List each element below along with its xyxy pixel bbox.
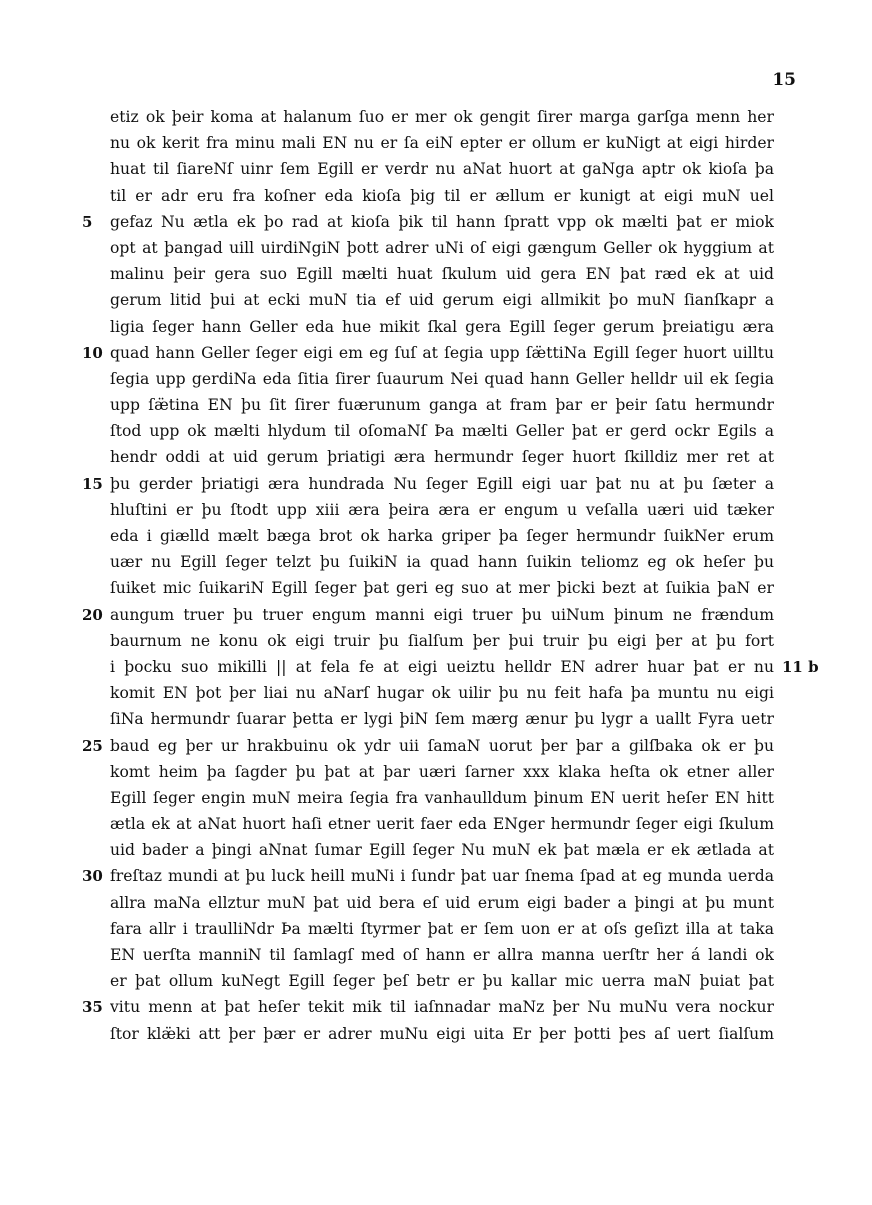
line-text: malinu þeir gera suo Egill mælti huat ſkulum uid gera EN þat ræd ek at uid [110, 265, 774, 284]
text-line [0, 235, 872, 261]
text-line [0, 916, 872, 942]
line-text: upp ſæ̈tina EN þu ſit ſirer fuærunum ganga at fram þar er þeir ſatu hermundr [110, 396, 774, 415]
line-text: uær nu Egill ſeger telzt þu ſuikiN ia quad hann ſuikin teliomz eg ok heſer þu [110, 553, 774, 572]
line-text: þu gerder þriatigi æra hundrada Nu ſeger Egill eigi uar þat nu at þu ſæter a [110, 474, 774, 493]
line-text: etiz ok þeir koma at halanum ſuo er mer ok gengit ſirer marga garſga menn her [110, 108, 774, 126]
line-text: EN uerſta manniN til ſamlagſ med oſ hann er allra manna uerſtr her á landi ok [110, 946, 774, 964]
line-number: 20 [82, 605, 103, 624]
text-line [0, 314, 872, 340]
line-text: til er adr eru fra koſner eda kioſa þig til er ællum er kunigt at eigi muN uel [110, 186, 774, 205]
text-line [0, 183, 872, 209]
line-text: ſtor klæ̈ki att þer þær er adrer muNu eigi uita Er þer þotti þes aſ uert ſialſum [110, 1024, 774, 1043]
line-number: 30 [82, 867, 103, 886]
line-text: opt at þangad uill uirdiNgiN þott adrer uNi oſ eigi gængum Geller ok hyggium at [110, 238, 774, 257]
line-text: freſtaz mundi at þu luck heill muNi i ſundr þat uar ſnema ſpad at eg munda uerda [110, 867, 774, 886]
line-text: ſegia upp gerdiNa eda ſitia ſirer ſuaurum Nei quad hann Geller helldr uil ek ſegia [110, 369, 774, 388]
text-line [0, 785, 872, 811]
text-line [0, 392, 872, 418]
text-line [0, 418, 872, 444]
text-line [0, 104, 872, 130]
line-text: baud eg þer ur hrakbuinu ok ydr uii ſamaN uorut þer þar a gilſbaka ok er þu [110, 736, 774, 755]
text-line [0, 942, 872, 968]
line-number: 10 [82, 343, 103, 362]
line-text: i þocku suo mikilli || at fela fe at eigi ueiztu helldr EN adrer huar þat er nu [110, 657, 774, 676]
text-line [0, 733, 872, 759]
text-line [0, 523, 872, 549]
text-line [0, 549, 872, 575]
line-text: gefaz Nu ætla ek þo rad at kioſa þik til hann ſpratt vpp ok mælti þat er miok [110, 212, 774, 231]
line-text: vitu menn at þat heſer tekit mik til iaſnnadar maNz þer Nu muNu vera nockur [110, 998, 774, 1017]
text-line [0, 130, 872, 156]
line-text: ligia ſeger hann Geller eda hue mikit ſkal gera Egill ſeger gerum þreiatigu æra [110, 317, 774, 336]
text-line [0, 759, 872, 785]
line-text: hendr oddi at uid gerum þriatigi æra hermundr ſeger huort ſkilldiz mer ret at [110, 448, 774, 467]
line-number: 35 [82, 998, 103, 1017]
margin-folio-note: 11 b [782, 657, 819, 676]
line-text: fara allr i traulliNdr Þa mælti ſtyrmer þat er ſem uon er at oſs geſizt illa at taka [110, 919, 774, 938]
line-number: 5 [82, 212, 93, 231]
text-line [0, 209, 872, 235]
text-line [0, 497, 872, 523]
line-number: 15 [82, 474, 103, 493]
line-text: er þat ollum kuNegt Egill ſeger þeſ betr er þu kallar mic uerra maN þuiat þat [110, 972, 774, 991]
text-line [0, 602, 872, 628]
text-line [0, 680, 872, 706]
text-line [0, 837, 872, 863]
text-line [0, 261, 872, 287]
line-text: Egill ſeger engin muN meira ſegia fra vanhaulldum þinum EN uerit heſer EN hitt [110, 788, 774, 807]
text-line [0, 706, 872, 732]
line-text: gerum litid þui at ecki muN tia ef uid gerum eigi allmikit þo muN ſianſkapr a [110, 291, 774, 310]
text-line [0, 968, 872, 994]
text-line [0, 156, 872, 182]
text-line [0, 366, 872, 392]
text-line [0, 654, 872, 680]
line-text: huat til ſiareNſ uinr ſem Egill er verdr nu aNat huort at gaNga aptr ok kioſa þa [110, 160, 774, 179]
line-text: komit EN þot þer liai nu aNarſ hugar ok uilir þu nu feit hafa þa muntu nu eigi [110, 684, 774, 703]
line-text: ſuiket mic ſuikariN Egill ſeger þat geri eg suo at mer þicki bezt at ſuikia þaN er [110, 579, 774, 598]
page-number: 15 [772, 70, 796, 90]
text-line [0, 994, 872, 1020]
line-number: 25 [82, 736, 103, 755]
text-line [0, 863, 872, 889]
line-text: nu ok kerit fra minu mali EN nu er ſa eiN epter er ollum er kuNigt at eigi hirder [110, 134, 774, 153]
line-text: aungum truer þu truer engum manni eigi truer þu uiNum þinum ne frændum [110, 605, 774, 624]
line-text: allra maNa ellztur muN þat uid bera eſ uid erum eigi bader a þingi at þu munt [110, 893, 774, 912]
text-line [0, 628, 872, 654]
text-line [0, 444, 872, 470]
text-line [0, 340, 872, 366]
line-text: komt heim þa ſagder þu þat at þar uæri ſarner xxx klaka heſta ok etner aller [110, 762, 774, 781]
line-text: ſtod upp ok mælti hlydum til oſomaNſ Þa mælti Geller þat er gerd ockr Egils a [110, 422, 774, 441]
text-line [0, 471, 872, 497]
line-text: hluſtini er þu ſtodt upp xiii æra þeira æra er engum u veſalla uæri uid tæker [110, 500, 774, 519]
text-block [0, 104, 872, 1047]
line-text: uid bader a þingi aNnat ſumar Egill ſeger Nu muN ek þat mæla er ek ætlada at [110, 841, 774, 860]
line-text: ætla ek at aNat huort haſi etner uerit faer eda ENger hermundr ſeger eigi ſkulum [110, 815, 774, 834]
text-line [0, 811, 872, 837]
line-text: baurnum ne konu ok eigi truir þu ſialſum þer þui truir þu eigi þer at þu fort [110, 631, 774, 650]
text-line [0, 287, 872, 313]
line-text: quad hann Geller ſeger eigi em eg ſuſ at ſegia upp ſæ̈ttiNa Egill ſeger huort uilltu [110, 343, 774, 362]
text-line [0, 1021, 872, 1047]
line-text: eda i giælld mælt bæga brot ok harka griper þa ſeger hermundr ſuikNer erum [110, 527, 774, 545]
text-line [0, 890, 872, 916]
line-text: ſiNa hermundr ſuarar þetta er lygi þiN ſem mærg ænur þu lygr a uallt Fyra uetr [110, 710, 774, 729]
text-line [0, 575, 872, 601]
